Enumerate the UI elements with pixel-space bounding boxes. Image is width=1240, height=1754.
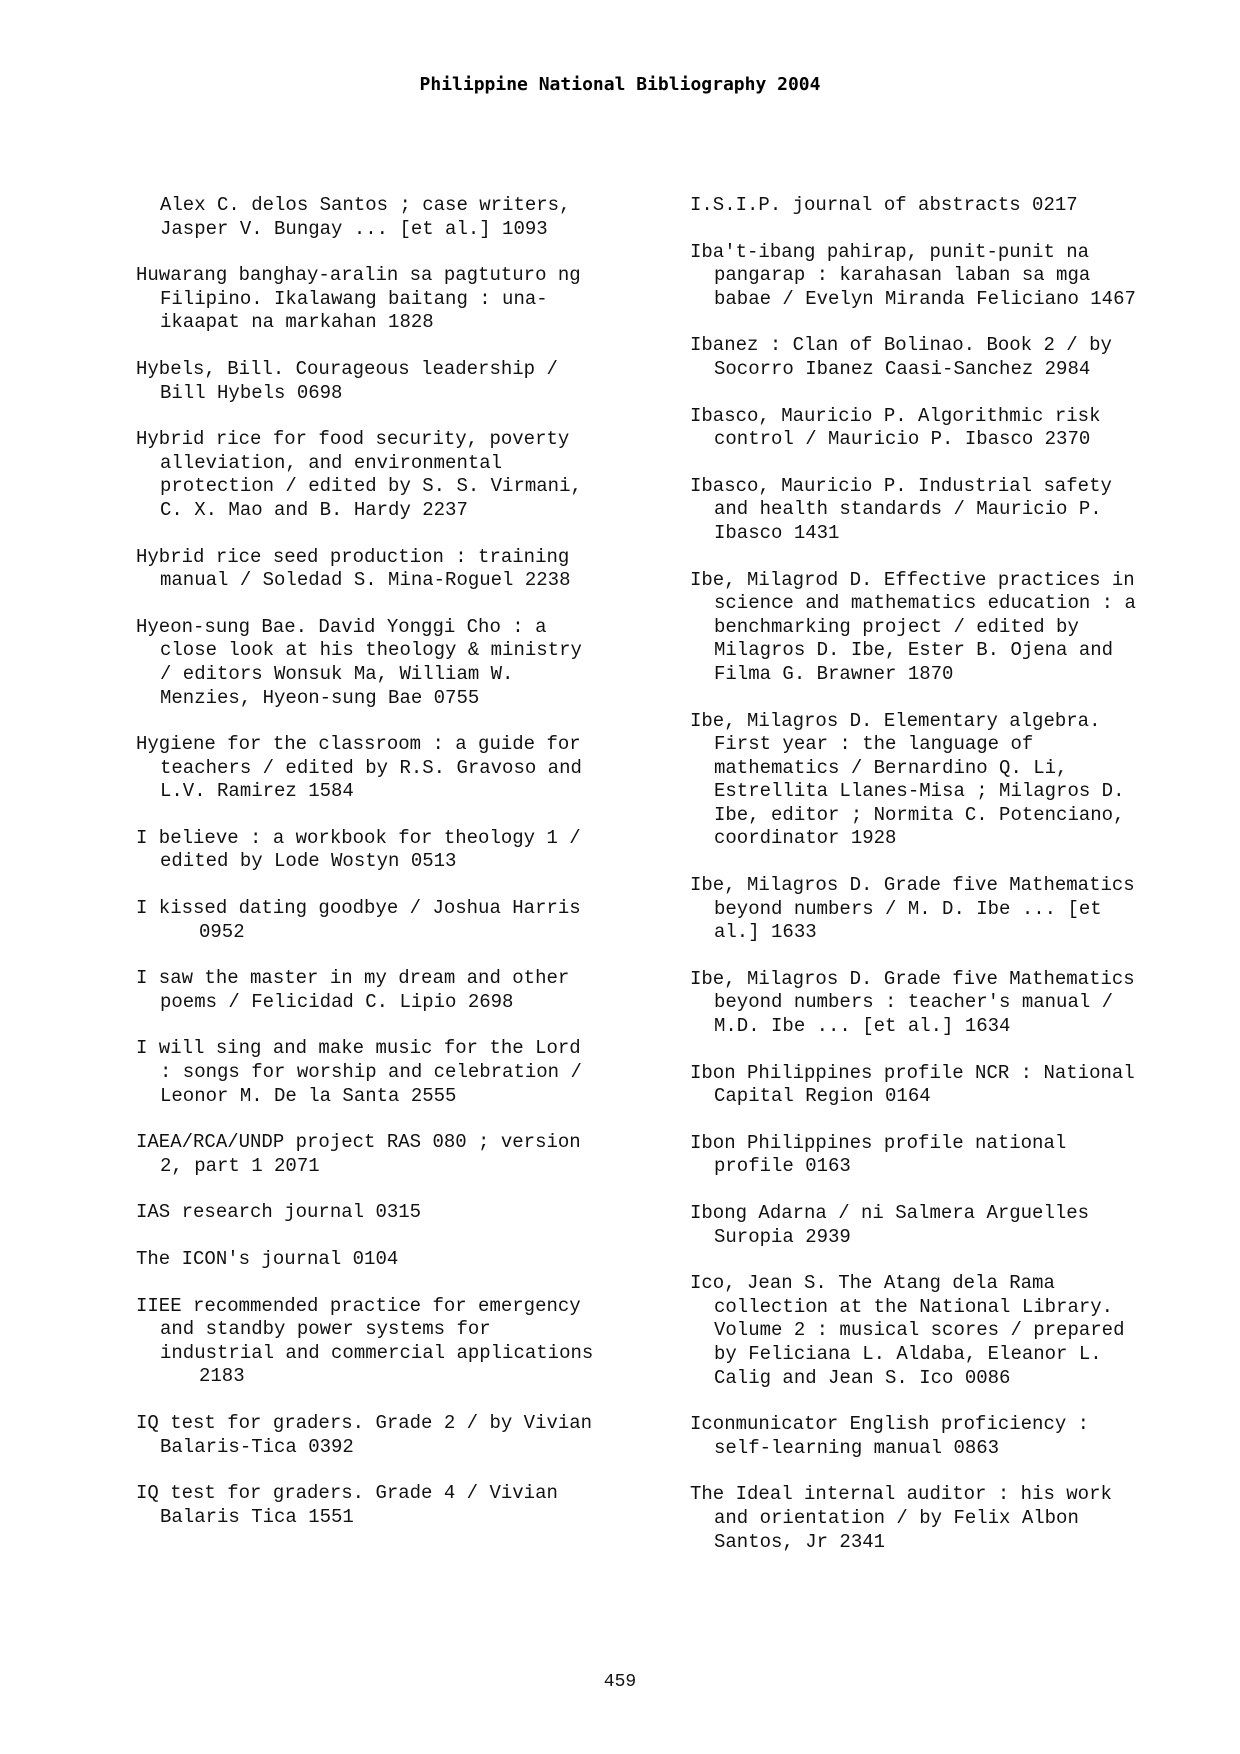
bibliography-entry [136,827,656,874]
entry-line: I saw the master in my dream and other [136,967,570,990]
bibliography-entry [690,241,1200,312]
entry-line: 0952 [199,920,245,943]
entry-line: Hygiene for the classroom : a guide for [136,733,581,756]
entry-line: al.] 1633 [714,921,817,944]
bibliography-entry [136,1248,656,1272]
entry-line: Ibe, Milagros D. Grade five Mathematics [690,967,1135,990]
entry-line: Ibasco, Mauricio P. Algorithmic risk [690,404,1101,427]
entry-line: Hybels, Bill. Courageous leadership / [136,357,558,380]
entry-line: Balaris-Tica 0392 [160,1435,354,1458]
entry-line: Ico, Jean S. The Atang dela Rama [690,1272,1055,1295]
bibliography-entry [136,1295,656,1389]
entry-line: mathematics / Bernardino Q. Li, [714,756,1068,779]
entry-line: I kissed dating goodbye / Joshua Harris [136,897,581,920]
entry-line: ikaapat na markahan 1828 [160,311,434,334]
entry-line: Ibe, Milagrod D. Effective practices in [690,568,1135,591]
entry-line: / editors Wonsuk Ma, William W. [160,662,514,685]
entry-line: Milagros D. Ibe, Ester B. Ojena and [714,639,1114,662]
bibliography-entry [136,428,656,522]
entry-line: 2183 [199,1365,245,1388]
bibliography-entry [136,733,656,804]
entry-line: alleviation, and environmental [160,451,503,474]
entry-line: control / Mauricio P. Ibasco 2370 [714,428,1091,451]
bibliography-entry [690,1202,1200,1249]
entry-line: Ibasco, Mauricio P. Industrial safety [690,474,1112,497]
entry-line: I.S.I.P. journal of abstracts 0217 [690,194,1078,216]
entry-line: teachers / edited by R.S. Gravoso and [160,756,582,779]
bibliography-entry [690,405,1200,452]
entry-line: IQ test for graders. Grade 2 / by Vivian [136,1411,593,1434]
bibliography-entry [690,1132,1200,1179]
entry-line: profile 0163 [714,1155,851,1178]
bibliography-entry [690,1483,1200,1554]
right-column [690,194,1200,1577]
entry-line: beyond numbers : teacher's manual / [714,991,1114,1014]
entry-line: close look at his theology & ministry [160,639,582,662]
bibliography-entry [690,475,1200,546]
entry-line: Estrellita Llanes-Misa ; Milagros D. [714,780,1125,803]
bibliography-entry [136,616,656,710]
entry-line: Alex C. delos Santos ; case writers, [160,194,571,216]
entry-line: self-learning manual 0863 [714,1436,1000,1459]
entry-line: Filipino. Ikalawang baitang : una- [160,287,548,310]
entry-line: Volume 2 : musical scores / prepared [714,1319,1125,1342]
entry-line: by Feliciana L. Aldaba, Eleanor L. [714,1342,1102,1365]
entry-line: 2, part 1 2071 [160,1154,320,1177]
entry-line: Ibe, Milagros D. Grade five Mathematics [690,874,1135,897]
entry-line: Santos, Jr 2341 [714,1530,886,1553]
entry-line: collection at the National Library. [714,1295,1114,1318]
entry-line: benchmarking project / edited by [714,615,1079,638]
entry-line: coordinator 1928 [714,827,897,850]
entry-line: Hybrid rice for food security, poverty [136,428,570,451]
left-column [136,194,656,1552]
entry-line: Hybrid rice seed production : training [136,545,570,568]
entry-line: Ibon Philippines profile national [690,1131,1067,1154]
entry-line: Balaris Tica 1551 [160,1505,354,1528]
page-header-title: Philippine National Bibliography 2004 [419,74,821,95]
entry-line: The Ideal internal auditor : his work [690,1483,1112,1506]
entry-line: C. X. Mao and B. Hardy 2237 [160,498,468,521]
bibliography-entry [136,194,656,241]
bibliography-entry [690,968,1200,1039]
bibliography-entry [136,358,656,405]
entry-line: Ibanez : Clan of Bolinao. Book 2 / by [690,334,1112,357]
bibliography-entry [690,1272,1200,1390]
entry-line: IQ test for graders. Grade 4 / Vivian [136,1482,558,1505]
entry-line: babae / Evelyn Miranda Feliciano 1467 [714,287,1136,310]
bibliography-entry [136,546,656,593]
entry-line: pangarap : karahasan laban sa mga [714,264,1091,287]
entry-line: Hyeon-sung Bae. David Yonggi Cho : a [136,615,547,638]
bibliography-entry [136,897,656,944]
bibliography-entry [136,1201,656,1225]
entry-line: science and mathematics education : a [714,592,1136,615]
entry-line: First year : the language of [714,733,1034,756]
entry-line: I will sing and make music for the Lord [136,1037,581,1060]
entry-line: Ibe, editor ; Normita C. Potenciano, [714,803,1125,826]
entry-line: Socorro Ibanez Caasi-Sanchez 2984 [714,357,1091,380]
bibliography-entry [690,710,1200,852]
entry-line: and standby power systems for [160,1318,491,1341]
bibliography-entry [690,194,1200,218]
entry-line: Ibasco 1431 [714,521,840,544]
bibliography-entry [136,1037,656,1108]
bibliography-entry [690,1062,1200,1109]
bibliography-entry [136,967,656,1014]
entry-line: Ibe, Milagros D. Elementary algebra. [690,709,1101,732]
entry-line: manual / Soledad S. Mina-Roguel 2238 [160,569,571,592]
bibliography-entry [136,264,656,335]
entry-line: poems / Felicidad C. Lipio 2698 [160,990,514,1013]
entry-line: Iba't-ibang pahirap, punit-punit na [690,240,1090,263]
bibliography-entry [690,569,1200,687]
bibliography-entry [690,1413,1200,1460]
bibliography-entry [136,1482,656,1529]
entry-line: Ibon Philippines profile NCR : National [690,1061,1135,1084]
entry-line: Jasper V. Bungay ... [et al.] 1093 [160,217,548,240]
entry-line: and orientation / by Felix Albon [714,1506,1079,1529]
entry-line: The ICON's journal 0104 [136,1248,399,1270]
entry-line: beyond numbers / M. D. Ibe ... [et [714,897,1102,920]
entry-line: IAEA/RCA/UNDP project RAS 080 ; version [136,1131,581,1154]
entry-line: Iconmunicator English proficiency : [690,1413,1090,1436]
entry-line: Calig and Jean S. Ico 0086 [714,1366,1011,1389]
entry-line: IAS research journal 0315 [136,1201,422,1224]
entry-line: Suropia 2939 [714,1225,851,1248]
entry-line: I believe : a workbook for theology 1 / [136,826,581,849]
entry-line: edited by Lode Wostyn 0513 [160,850,457,873]
entry-line: : songs for worship and celebration / [160,1061,582,1084]
entry-line: Bill Hybels 0698 [160,381,343,404]
entry-line: L.V. Ramirez 1584 [160,780,354,803]
entry-line: industrial and commercial applications [160,1341,594,1364]
bibliography-entry [690,874,1200,945]
entry-line: Ibong Adarna / ni Salmera Arguelles [690,1202,1090,1224]
entry-line: protection / edited by S. S. Virmani, [160,475,582,498]
entry-line: M.D. Ibe ... [et al.] 1634 [714,1015,1011,1038]
entry-line: Leonor M. De la Santa 2555 [160,1084,457,1107]
entry-line: Menzies, Hyeon-sung Bae 0755 [160,686,480,709]
entry-line: Filma G. Brawner 1870 [714,662,954,685]
entry-line: Huwarang banghay-aralin sa pagtuturo ng [136,264,581,287]
entry-line: and health standards / Mauricio P. [714,498,1102,521]
bibliography-entry [136,1131,656,1178]
bibliography-entry [690,334,1200,381]
page-number: 459 [603,1672,637,1692]
bibliography-entry [136,1412,656,1459]
entry-line: Capital Region 0164 [714,1085,931,1108]
entry-line: IIEE recommended practice for emergency [136,1294,581,1317]
